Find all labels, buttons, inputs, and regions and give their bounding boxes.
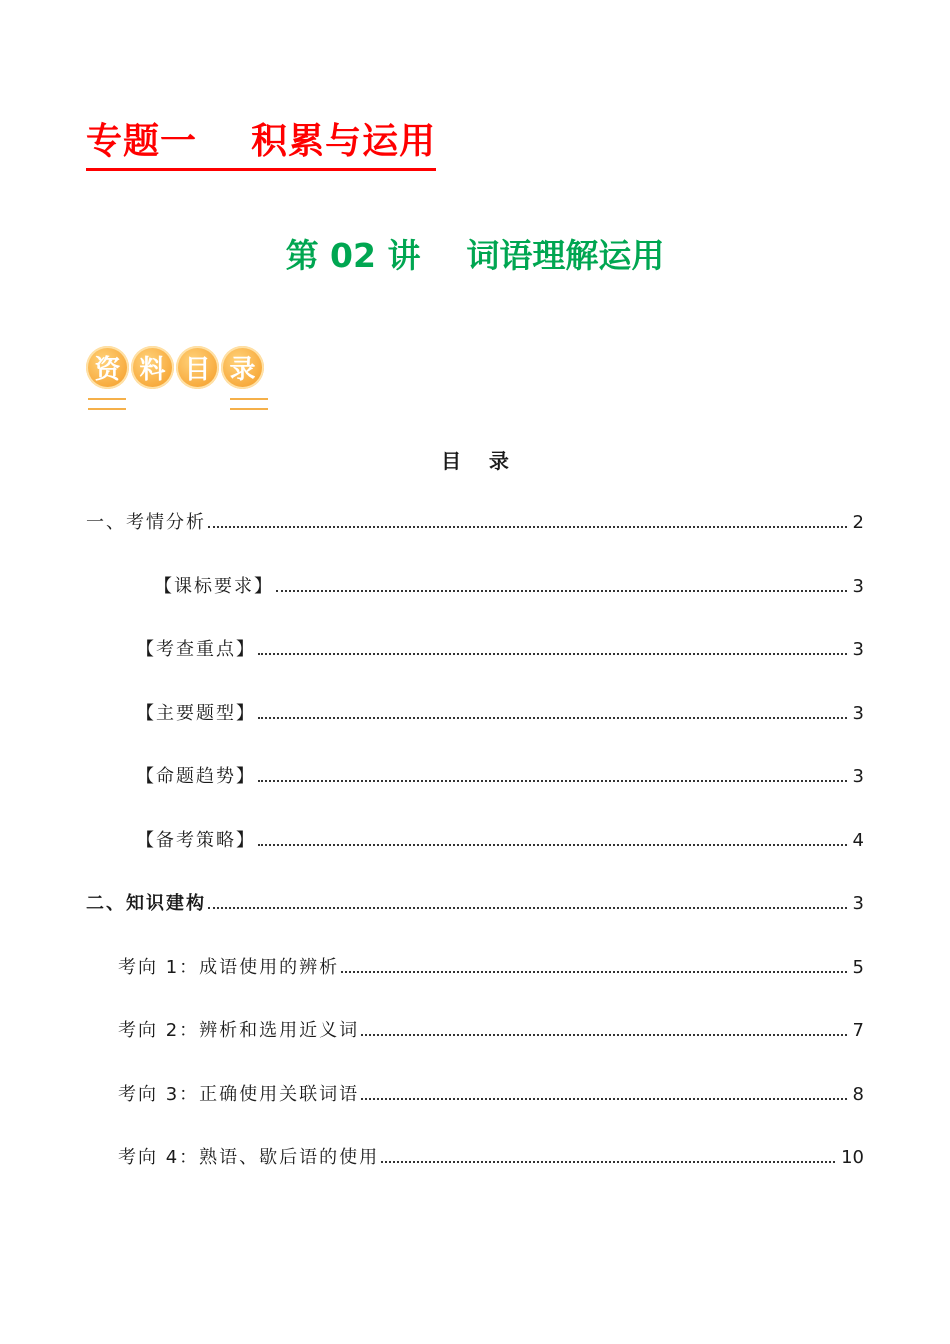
toc-leader-dots: [258, 717, 847, 719]
toc-leader-dots: [258, 780, 847, 782]
toc-entry-page: 3: [852, 703, 864, 724]
toc-leader-dots: [208, 526, 847, 528]
toc-entry[interactable]: [154, 574, 864, 600]
toc-leader-dots: [258, 653, 847, 655]
toc-heading: 目 录: [441, 449, 509, 473]
toc-entry-page: 4: [852, 830, 864, 851]
toc-entry-page: 3: [852, 639, 864, 660]
toc-entry-label: 【备考策略】: [136, 830, 256, 851]
toc-leader-dots: [276, 590, 847, 592]
toc-entry-page: 3: [852, 893, 864, 914]
toc-entry-page: 8: [852, 1084, 864, 1105]
badge-underline-left: [88, 398, 126, 410]
badge-char: 料: [131, 346, 174, 389]
toc-entry[interactable]: [136, 828, 864, 854]
toc-leader-dots: [341, 971, 846, 973]
toc-entry[interactable]: [136, 764, 864, 790]
toc-entry[interactable]: [136, 701, 864, 727]
toc-leader-dots: [361, 1098, 846, 1100]
toc-entry-label: 【课标要求】: [154, 576, 274, 597]
toc-entry-label: 一、考情分析: [86, 512, 206, 533]
toc-entry-label: 考向 4：熟语、歇后语的使用: [118, 1147, 380, 1168]
toc-entry-page: 3: [852, 576, 864, 597]
toc-entry[interactable]: [86, 510, 864, 536]
toc-entry-page: 2: [852, 512, 864, 533]
topic-title: 专题一 积累与运用: [86, 118, 436, 171]
badge-char: 资: [86, 346, 129, 389]
badge-char: 录: [221, 346, 264, 389]
toc-entry-label: 考向 2：辨析和选用近义词: [118, 1020, 360, 1041]
toc-entry[interactable]: [136, 637, 864, 663]
badge-char: 目: [176, 346, 219, 389]
toc-entry-label: 【考查重点】: [136, 639, 256, 660]
toc-entry-page: 7: [852, 1020, 864, 1041]
toc-entry-label: 【主要题型】: [136, 703, 256, 724]
contents-badge: [86, 346, 264, 389]
toc-leader-dots: [381, 1161, 835, 1163]
toc-entry-label: 二、知识建构: [86, 893, 206, 914]
badge-underline-right: [230, 398, 268, 410]
toc-entry-page: 3: [852, 766, 864, 787]
toc-entry[interactable]: [118, 955, 864, 981]
toc-entry-page: 10: [841, 1147, 864, 1168]
lesson-title: 第 02 讲 词语理解运用: [285, 236, 665, 275]
toc-entry[interactable]: [86, 891, 864, 917]
toc-entry[interactable]: [118, 1145, 864, 1171]
toc-entry[interactable]: [118, 1018, 864, 1044]
toc-leader-dots: [361, 1034, 846, 1036]
toc-entry-label: 【命题趋势】: [136, 766, 256, 787]
toc-leader-dots: [258, 844, 847, 846]
toc-entry-label: 考向 3：正确使用关联词语: [118, 1084, 360, 1105]
toc-leader-dots: [208, 907, 847, 909]
toc-entry[interactable]: [118, 1082, 864, 1108]
toc-entry-label: 考向 1：成语使用的辨析: [118, 957, 340, 978]
toc-entry-page: 5: [852, 957, 864, 978]
